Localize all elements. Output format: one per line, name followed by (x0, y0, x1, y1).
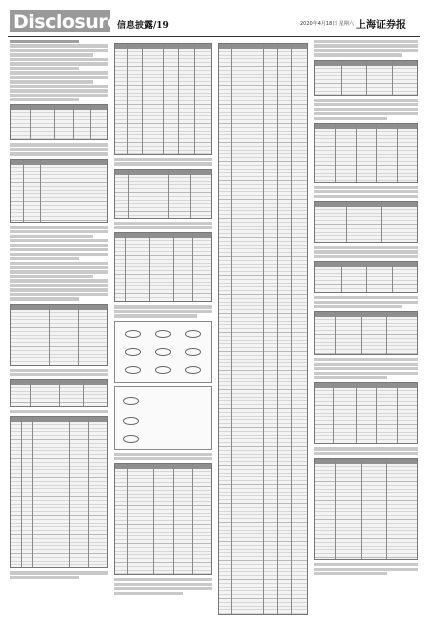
data-table (10, 416, 108, 568)
brand-title: Disclosure (13, 11, 120, 33)
data-table (314, 60, 418, 96)
data-table (114, 43, 212, 155)
text-line (314, 305, 402, 308)
data-table (10, 304, 108, 366)
text-line (10, 85, 108, 88)
text-line (10, 58, 108, 61)
table-header (11, 105, 107, 110)
text-line (314, 363, 418, 366)
text-line (10, 98, 79, 101)
text-line (114, 578, 212, 581)
section-title: 信息披露/19 (117, 21, 169, 31)
data-table (218, 43, 308, 615)
text-line (314, 44, 418, 47)
text-line (314, 250, 418, 253)
text-line (10, 270, 108, 273)
text-line (314, 358, 418, 361)
text-line (10, 275, 93, 278)
table-header (315, 383, 417, 388)
data-table (314, 382, 418, 444)
text-line (314, 301, 418, 304)
figure-panel (114, 321, 212, 383)
text-line (10, 369, 108, 372)
text-line (10, 49, 108, 52)
text-line (10, 71, 108, 74)
data-table (10, 159, 108, 223)
text-line (314, 195, 418, 198)
text-line (10, 89, 108, 92)
text-line (314, 53, 402, 56)
text-line (314, 108, 418, 111)
text-line (114, 453, 212, 456)
text-line (10, 244, 108, 247)
data-table (10, 104, 108, 140)
text-line (114, 587, 212, 590)
column-4 (314, 40, 418, 620)
text-line (314, 103, 418, 106)
text-line (10, 239, 108, 242)
figure-panel (114, 386, 212, 450)
table-header (315, 459, 417, 464)
text-line (10, 266, 108, 269)
text-line (10, 67, 79, 70)
newspaper-name: 上海证券报 (356, 20, 406, 31)
text-line (314, 572, 387, 575)
column-3 (218, 40, 308, 620)
text-line (114, 592, 183, 595)
text-line (314, 255, 418, 258)
text-line (10, 284, 108, 287)
text-line (10, 293, 108, 296)
text-line (314, 40, 418, 43)
text-line (10, 143, 108, 146)
text-line (10, 148, 108, 151)
text-line (10, 410, 108, 413)
text-line (314, 568, 418, 571)
data-table (314, 261, 418, 293)
text-line (10, 297, 79, 300)
text-line (10, 576, 79, 579)
text-line (314, 296, 418, 299)
text-line (314, 99, 418, 102)
table-header (315, 202, 417, 207)
text-line (114, 226, 212, 229)
text-line (10, 288, 108, 291)
text-line (314, 376, 387, 379)
text-line (314, 190, 418, 193)
text-line (10, 253, 108, 256)
text-line (10, 53, 93, 56)
text-line (314, 112, 418, 115)
text-line (10, 571, 108, 574)
masthead (0, 0, 428, 40)
text-line (314, 246, 418, 249)
data-table (314, 458, 418, 560)
text-line (114, 158, 212, 161)
text-line (10, 152, 108, 155)
text-line (114, 310, 212, 313)
table-header (11, 160, 107, 165)
data-table (314, 123, 418, 183)
text-line (10, 80, 93, 83)
text-line (114, 314, 197, 317)
text-line (314, 372, 418, 375)
data-table (114, 169, 212, 219)
table-header (115, 464, 211, 469)
data-table (314, 311, 418, 355)
text-line (114, 583, 212, 586)
text-line (10, 248, 108, 251)
column-1 (10, 40, 108, 620)
data-table (314, 201, 418, 243)
text-line (314, 563, 418, 566)
text-line (114, 162, 212, 165)
text-line (10, 235, 93, 238)
table-header (315, 124, 417, 129)
table-header (11, 417, 107, 422)
text-line (10, 226, 108, 229)
data-table (114, 463, 212, 575)
text-line (314, 117, 387, 120)
text-line (10, 76, 108, 79)
text-line (314, 186, 418, 189)
table-header (11, 305, 107, 310)
text-line (314, 447, 418, 450)
text-line (314, 367, 418, 370)
text-line (10, 40, 79, 43)
text-line (10, 94, 108, 97)
text-line (314, 452, 418, 455)
table-header (115, 233, 211, 238)
text-line (114, 222, 212, 225)
table-header (315, 312, 417, 317)
text-line (314, 49, 418, 52)
masthead-rule (8, 36, 420, 37)
text-line (10, 279, 108, 282)
text-line (114, 305, 212, 308)
text-line (10, 44, 108, 47)
column-2 (114, 40, 212, 620)
dateline: 2020年4月18日 星期六 (300, 21, 354, 27)
data-table (10, 379, 108, 407)
text-line (10, 257, 79, 260)
text-line (10, 262, 108, 265)
text-line (10, 62, 108, 65)
text-line (10, 230, 108, 233)
text-line (114, 457, 212, 460)
text-line (10, 373, 108, 376)
data-table (114, 232, 212, 302)
